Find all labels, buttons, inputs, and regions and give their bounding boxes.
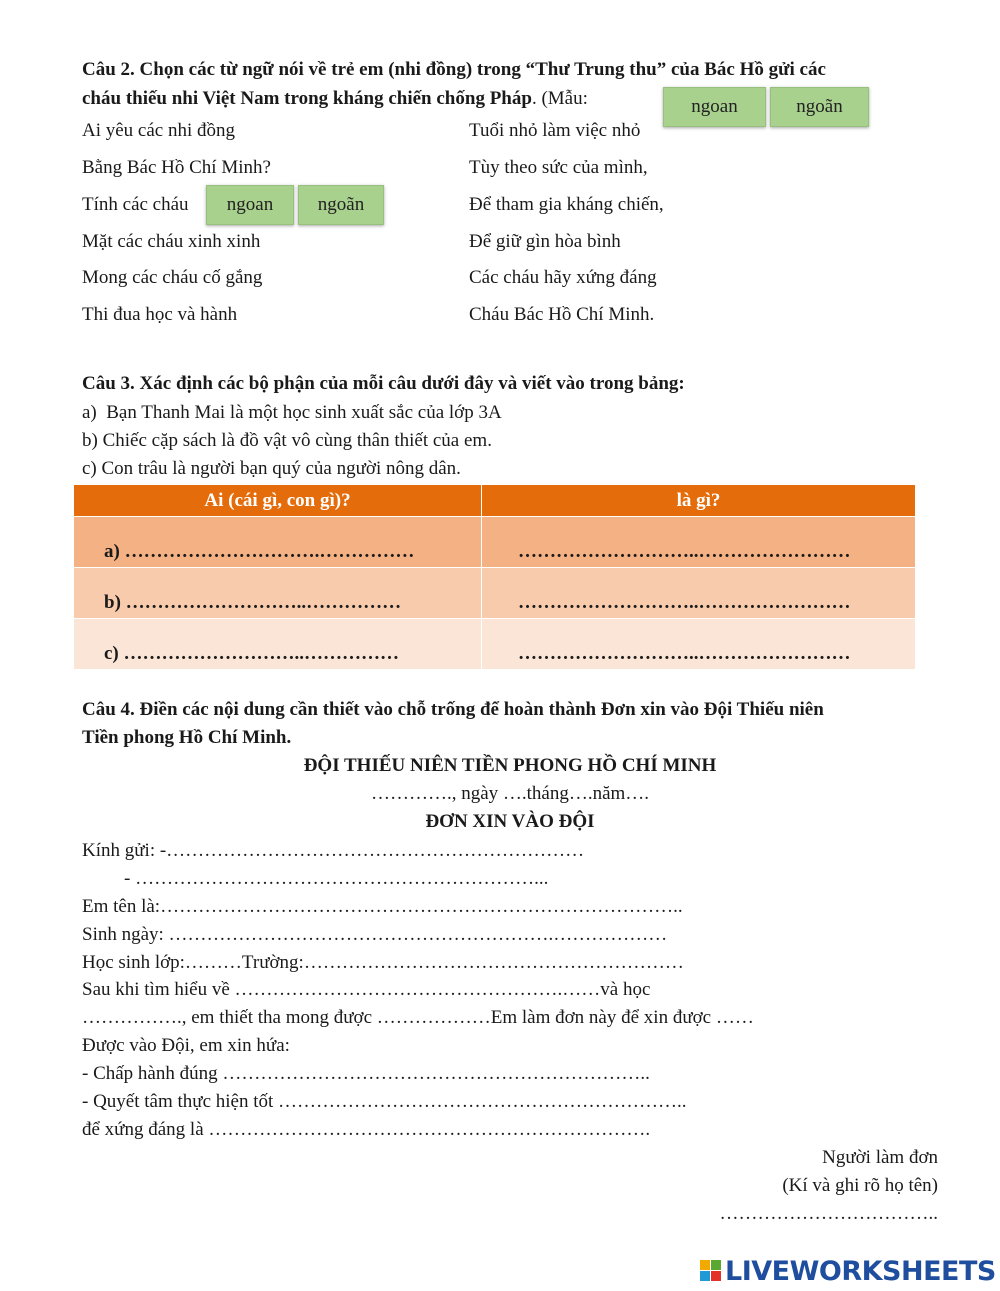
q2-title-line2-bold: cháu thiếu nhi Việt Nam trong kháng chiến chống Pháp [82,88,532,109]
table-header-predicate: là gì? [482,485,916,517]
poem-left-1: Ai yêu các nhi đồng [82,120,236,141]
q3-sentence-b: b) Chiếc cặp sách là đồ vật vô cùng thân thiết của em. [82,430,492,451]
form-line-worthy[interactable]: để xứng đáng là ……………………………………………………………. [82,1119,651,1140]
poem-left-6: Thi đua học và hành [82,304,238,325]
signer-label: Người làm đơn [822,1147,938,1168]
poem-right-5: Các cháu hãy xứng đáng [469,267,657,288]
form-line-name[interactable]: Em tên là:……………………………………………………………………….. [82,896,683,917]
table-row [74,568,916,619]
answer-field-a-predicate[interactable]: ………………………..…………………… [482,517,916,568]
answer-table [73,484,916,670]
poem-left-4: Mặt các cháu xinh xinh [82,231,261,252]
poem-left-5: Mong các cháu cố gắng [82,267,263,288]
form-title: ĐƠN XIN VÀO ĐỘI [425,811,595,832]
q3-title: Câu 3. Xác định các bộ phận của mỗi câu dưới đây và viết vào trong bảng: [82,373,685,394]
form-line-birthday[interactable]: Sinh ngày: …………………………………………………….……………… [82,924,668,945]
q3-sentence-a: a) Bạn Thanh Mai là một học sinh xuất sắc của lớp 3A [82,402,502,423]
form-line-to[interactable]: Kính gửi: -………………………………………………………… [82,840,585,861]
answer-chip-ngoan-2[interactable]: ngoãn [298,185,384,225]
sample-chip-ngoan[interactable]: ngoan [663,87,766,127]
poem-right-6: Cháu Bác Hồ Chí Minh. [469,304,655,325]
form-line-class-school[interactable]: Học sinh lớp:………Trường:…………………………………………………… [82,952,684,973]
poem-left-3: Tính các cháu [82,194,189,215]
q4-title-line2: Tiền phong Hồ Chí Minh. [82,727,292,748]
form-line-promise: Được vào Đội, em xin hứa: [82,1035,290,1056]
poem-left-2: Bằng Bác Hồ Chí Minh? [82,157,271,178]
sample-chip-ngoan-2[interactable]: ngoãn [770,87,869,127]
logo-cube-icon [700,1260,722,1284]
form-line-wish[interactable]: ……………., em thiết tha mong được ………………Em làm đơn này để xin được …… [82,1007,754,1028]
poem-right-2: Tùy theo sức của mình, [469,157,648,178]
date-line: …………., ngày ….tháng….năm…. [370,783,650,804]
answer-chip-ngoan[interactable]: ngoan [206,185,294,225]
answer-field-b-predicate[interactable]: ………………………..…………………… [482,568,916,619]
q2-title-line1: Câu 2. Chọn các từ ngữ nói về trẻ em (nhi đồng) trong “Thư Trung thu” của Bác Hồ gửi các [82,59,826,80]
table-header-subject: Ai (cái gì, con gì)? [74,485,482,517]
poem-right-3: Để tham gia kháng chiến, [469,194,664,215]
q2-title-line2-rest: . (Mẫu: [531,88,588,109]
q4-title-line1: Câu 4. Điền các nội dung cần thiết vào chỗ trống để hoàn thành Đơn xin vào Đội Thiếu niên [82,699,824,720]
q3-sentence-c: c) Con trâu là người bạn quý của người nông dân. [82,458,461,479]
liveworksheets-logo [700,1256,996,1287]
answer-field-a-subject[interactable]: a) ………………………….…………… [74,517,482,568]
answer-field-c-subject[interactable]: c) ………………………..…………… [74,619,482,670]
form-line-determined[interactable]: - Quyết tâm thực hiện tốt ……………………………………………………….. [82,1091,687,1112]
table-row [74,619,916,670]
table-row [74,517,916,568]
signer-note: (Kí và ghi rõ họ tên) [782,1175,938,1196]
form-line-comply[interactable]: - Chấp hành đúng ………………………………………………………….. [82,1063,650,1084]
poem-right-4: Để giữ gìn hòa bình [469,231,621,252]
form-line-to-2[interactable]: - ………………………………………………………... [124,868,549,889]
form-line-learn-about[interactable]: Sau khi tìm hiểu về …………………………………………….……và học [82,979,651,1000]
answer-field-b-subject[interactable]: b) ………………………..…………… [74,568,482,619]
q2-title-line2 [82,88,588,110]
signature-line[interactable]: …………………………….. [719,1203,938,1224]
logo-text: LIVEWORKSHEETS [725,1256,996,1287]
poem-right-1: Tuổi nhỏ làm việc nhỏ [469,120,641,141]
org-heading: ĐỘI THIẾU NIÊN TIỀN PHONG HỒ CHÍ MINH [303,755,717,776]
answer-field-c-predicate[interactable]: ………………………..…………………… [482,619,916,670]
